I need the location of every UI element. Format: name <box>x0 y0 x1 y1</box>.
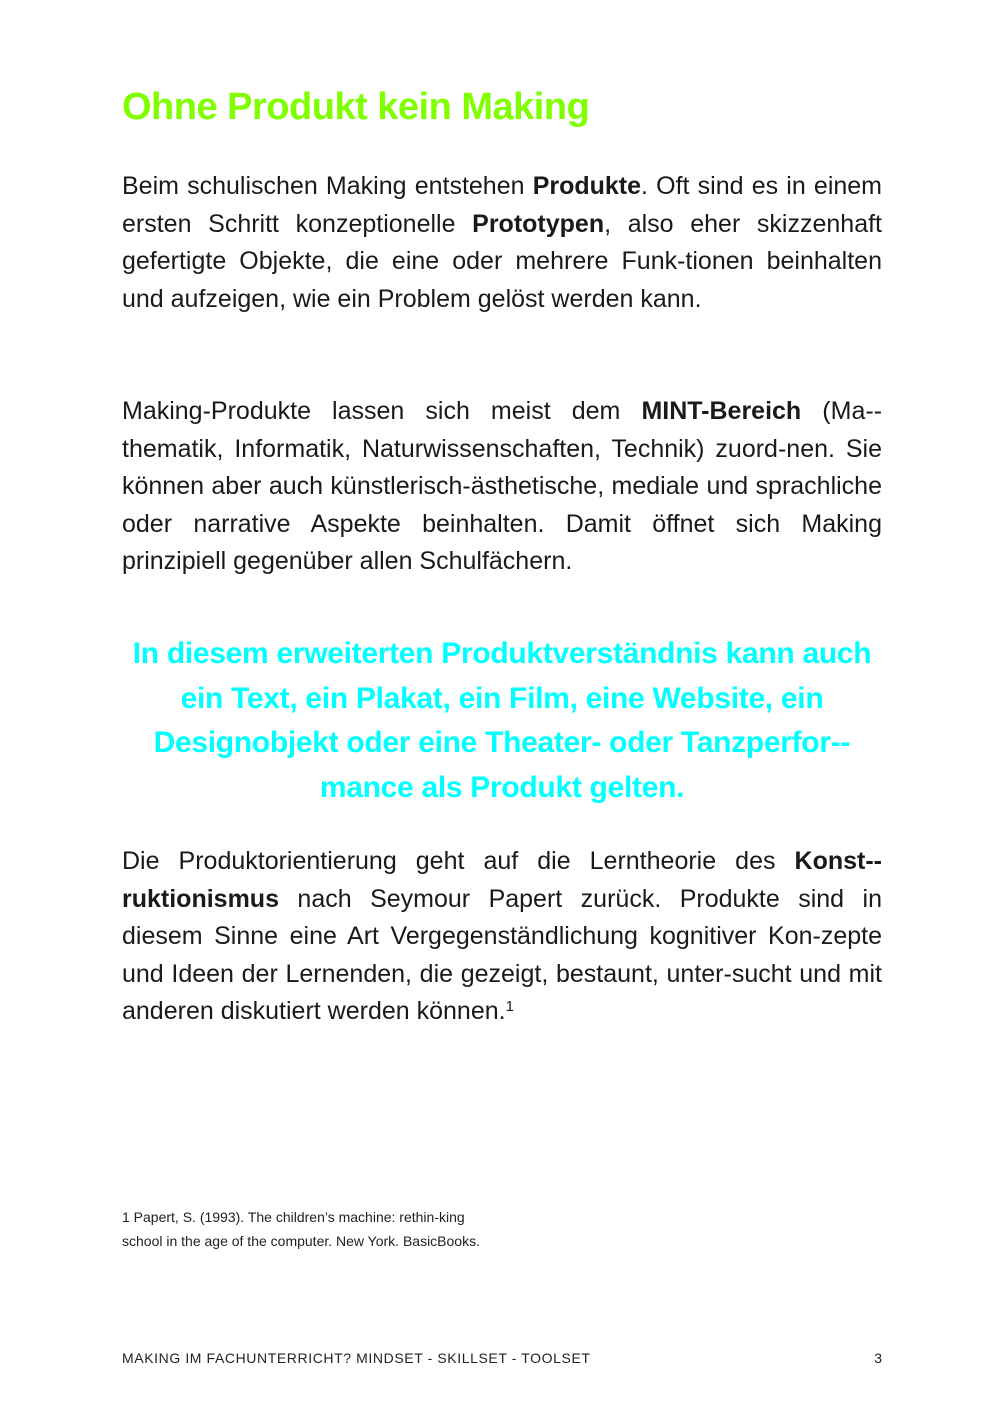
paragraph-constructionism: Die Produktorientierung geht auf die Lerntheorie des Konst-ruktionismus nach Seymour Papert zurück. Produkte sind in diesem Sinne eine Art Vergegenständlichung kognitiver Kon-zepte und Ideen der Lernenden, die gezeigt, bestaunt, unter-sucht und mit anderen diskutiert werden können.$^1$ <box>122 847 882 1025</box>
paragraph-products: Beim schulischen Making entstehen Produkte. Oft sind es in einem ersten Schritt konzeptionelle Prototypen, also eher skizzenhaft gefertigte Objekte, die eine oder mehrere Funk-tionen beinhalten und aufzeigen, wie ein Problem gelöst werden kann. <box>122 172 883 313</box>
bold-term-produkte: Produkte <box>532 172 642 200</box>
bold-term-konstruktionismus: Konst-ruktionismus <box>122 847 882 913</box>
page-title: Ohne Produkt kein Making <box>122 86 590 128</box>
page-number: 3 <box>874 1350 882 1366</box>
footnote: 1 Papert, S. (1993). The children’s machine: rethin-king school in the age of the computer. New York. BasicBooks. <box>122 1209 480 1249</box>
running-footer: MAKING IM FACHUNTERRICHT? MINDSET - SKILLSET - TOOLSET <box>122 1350 591 1366</box>
highlight-quote: In diesem erweiterten Produktverständnis kann auch ein Text, ein Plakat, ein Film, eine Website, ein Designobjekt oder eine Theater- oder Tanzperfor-mance als Produkt gelten. <box>132 637 872 804</box>
paragraph-mint: Making-Produkte lassen sich meist dem MINT-Bereich (Ma-thematik, Informatik, Naturwissenschaften, Technik) zuord-nen. Sie können aber auch künstlerisch-ästhetische, mediale und sprachliche oder narrative Aspekte beinhalten. Damit öffnet sich Making prinzipiell gegenüber allen Schulfächern. <box>122 397 883 575</box>
footnote-marker: 1 <box>505 998 514 1015</box>
bold-term-prototypen: Prototypen <box>472 209 605 238</box>
bold-term-mint: MINT-Bereich <box>641 397 802 425</box>
